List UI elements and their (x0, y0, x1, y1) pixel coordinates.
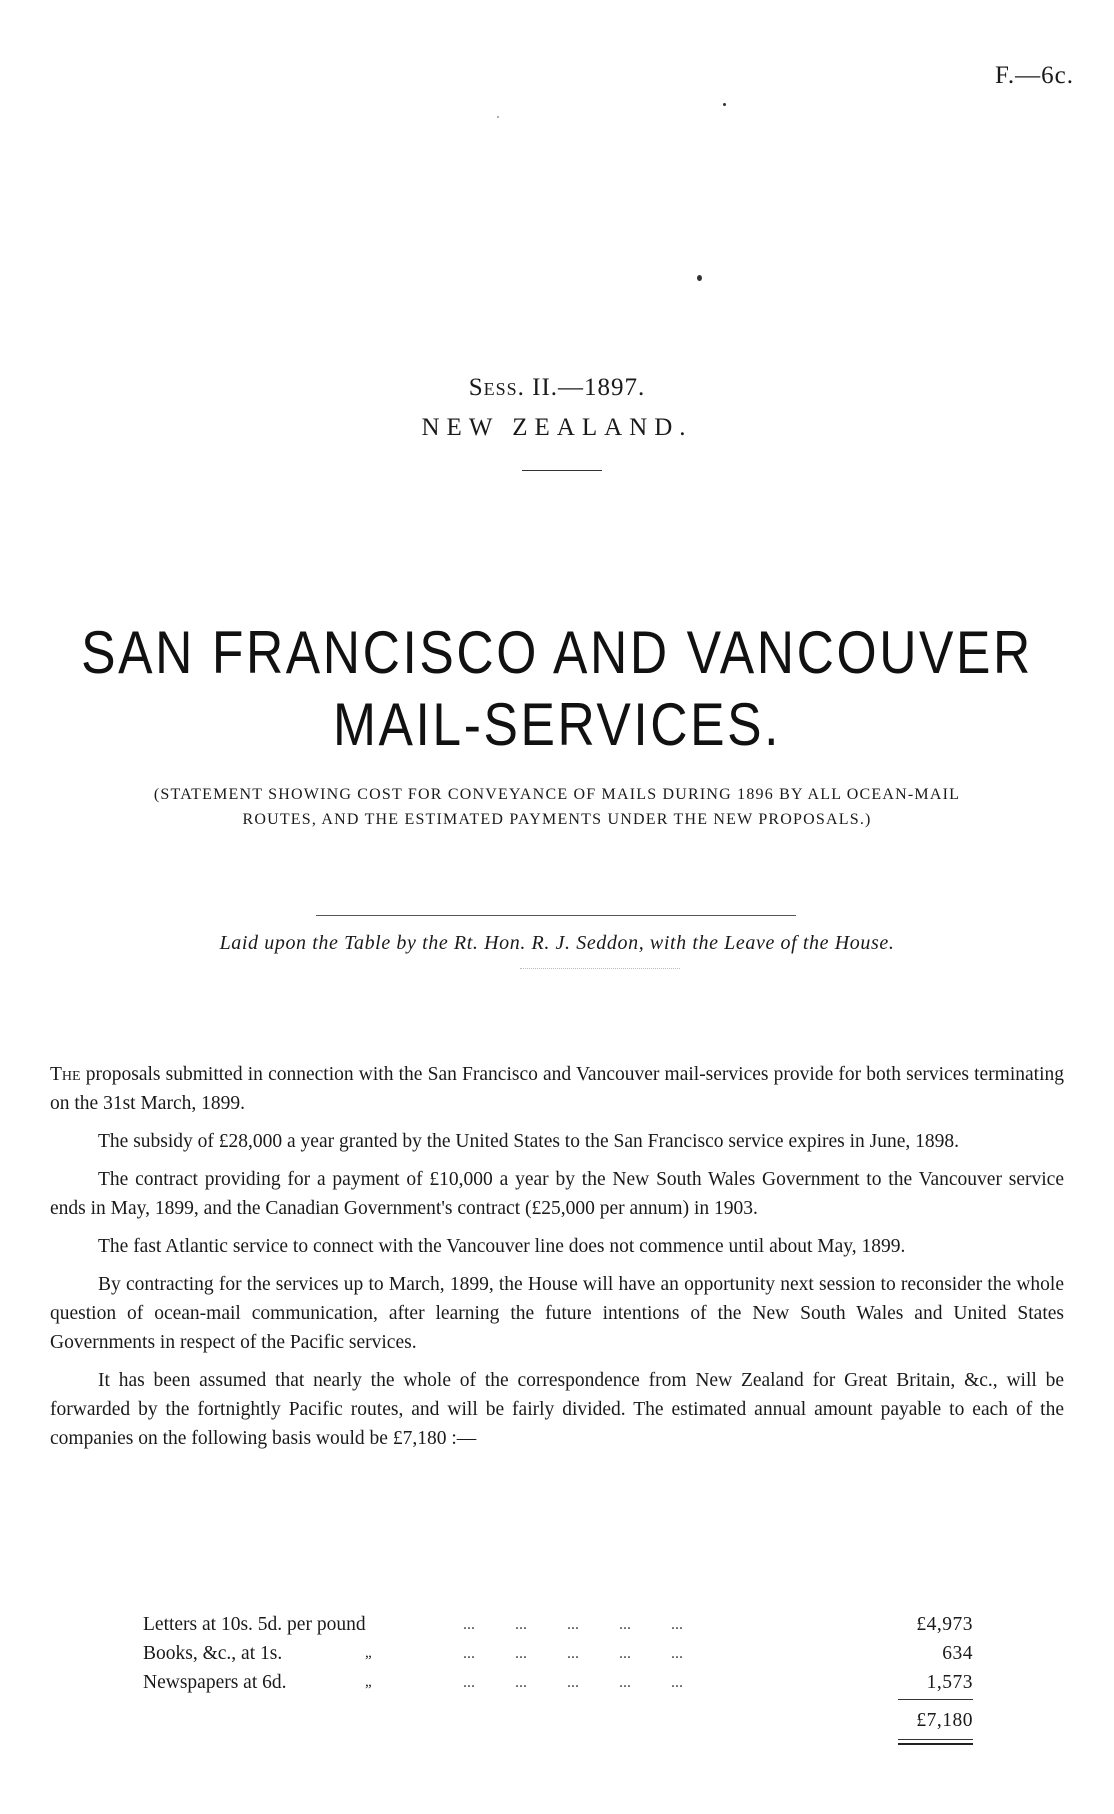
rate-label: Books, &c., at 1s. (143, 1643, 283, 1664)
sum-rule (898, 1699, 973, 1700)
session-text: II.—1897. (524, 374, 646, 401)
paragraph (50, 1060, 1064, 1118)
laid-upon-table-note: Laid upon the Table by the Rt. Hon. R. J. Seddon, with the Leave of the House. (219, 932, 895, 954)
main-title-line-1: SAN FRANCISCO AND VANCOUVER (81, 619, 1033, 686)
paragraph-text: proposals submitted in connection with the San Francisco and Vancouver mail-services provide for both services terminating on the 31st March, 1899. (50, 1064, 1064, 1114)
country-heading: NEW ZEALAND. (421, 414, 693, 441)
ditto-mark: „ (365, 1645, 372, 1661)
body-text (50, 1060, 1064, 1462)
rate-amount: £4,973 (916, 1614, 973, 1635)
paragraph: The fast Atlantic service to connect with the Vancouver line does not commence until about May, 1899. (98, 1236, 906, 1257)
paragraph: It has been assumed that nearly the whole of the correspondence from New Zealand for Great Britain, &c., will be forwarded by the fortnightly Pacific routes, and will be fairly divided. The estimated annual amount payable to each of the companies on the following basis would be £7,180 :— (50, 1370, 1064, 1449)
divider (316, 915, 796, 916)
paragraph: The contract providing for a payment of £10,000 a year by the New South Wales Government to the Vancouver service ends in May, 1899, and the Canadian Government's contract (£25,000 per annum) in 1903. (50, 1169, 1064, 1219)
subtitle-line-1: (STATEMENT SHOWING COST FOR CONVEYANCE OF MAILS DURING 1896 BY ALL OCEAN-MAIL (153, 786, 961, 803)
rate-amount: 1,573 (926, 1672, 973, 1693)
rate-row (143, 1610, 973, 1639)
divider (520, 968, 680, 969)
rates-table (143, 1610, 973, 1731)
paragraph: The subsidy of £28,000 a year granted by the United States to the San Francisco service expires in June, 1898. (98, 1131, 960, 1152)
ditto-mark: „ (365, 1674, 372, 1690)
paragraph: By contracting for the services up to March, 1899, the House will have an opportunity next session to reconsider the whole question of ocean-mail communication, after learning the future intentions of the New South Wales and United States Governments in respect of the Pacific services. (50, 1274, 1064, 1353)
print-speck (497, 116, 499, 118)
rate-total: £7,180 (916, 1710, 973, 1731)
session-line (0, 374, 1114, 402)
paper-reference: F.—6c. (995, 62, 1074, 89)
subtitle-line-2: ROUTES, AND THE ESTIMATED PAYMENTS UNDER THE NEW PROPOSALS.) (242, 811, 872, 828)
print-speck (723, 103, 726, 106)
leader-dots: ... ... ... ... ... (463, 1616, 683, 1633)
leader-dots: ... ... ... ... ... (463, 1674, 683, 1691)
divider (522, 470, 602, 471)
rate-row (143, 1668, 973, 1697)
main-title-line-2: MAIL-SERVICES. (332, 691, 782, 758)
total-double-rule (898, 1739, 973, 1745)
rate-amount: 634 (942, 1643, 973, 1664)
rate-label: Letters at 10s. 5d. per pound (143, 1614, 366, 1635)
paragraph-lead: The (50, 1064, 81, 1085)
rate-label: Newspapers at 6d. (143, 1672, 287, 1693)
subtitle (40, 782, 1074, 832)
leader-dots: ... ... ... ... ... (463, 1645, 683, 1662)
print-speck (697, 275, 702, 281)
session-prefix: Sess. (468, 374, 525, 401)
rate-row (143, 1639, 973, 1668)
